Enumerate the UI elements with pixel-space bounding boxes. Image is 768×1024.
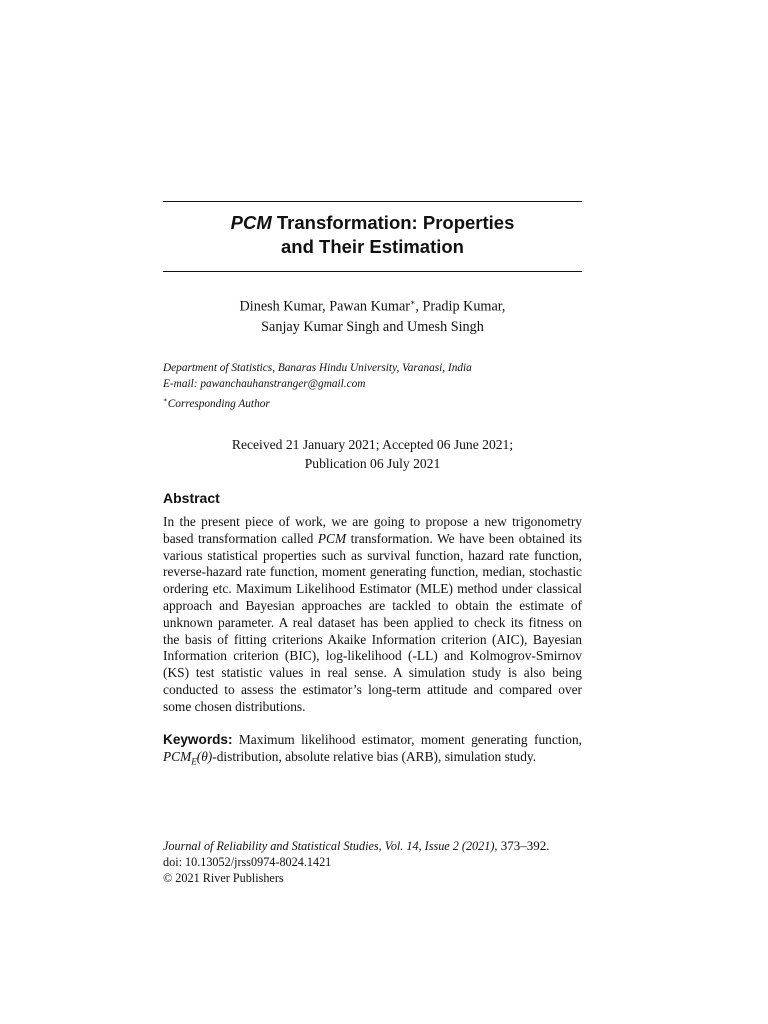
title-bottom-rule bbox=[163, 271, 582, 272]
abstract-line: ordering etc. Maximum Likelihood Estimator (MLE) method under classical bbox=[163, 581, 582, 597]
keywords-block bbox=[163, 731, 582, 771]
abstract-body bbox=[163, 514, 582, 716]
abstract-line-2-a: based transformation called bbox=[163, 530, 318, 546]
abstract-line: Information criterion (BIC), log-likelihood (-LL) and Kolmogrov-Smirnov bbox=[163, 648, 582, 664]
abstract-line: In the present piece of work, we are going to propose a new trigonometry bbox=[163, 514, 582, 529]
authors-line-1-b: , Pradip Kumar, bbox=[415, 298, 506, 315]
page-range: 373–392. bbox=[497, 838, 550, 853]
article-first-page bbox=[163, 0, 582, 1024]
keywords-line-1-text: Maximum likelihood estimator, moment generating function, bbox=[232, 732, 582, 747]
title-top-rule bbox=[163, 201, 582, 202]
publication-dates bbox=[163, 435, 582, 473]
dates-line-1: Received 21 January 2021; Accepted 06 June 2021; bbox=[231, 437, 514, 452]
abstract-line: some chosen distributions. bbox=[163, 698, 306, 714]
theta-arg: (θ) bbox=[196, 749, 213, 764]
paper-title bbox=[163, 211, 582, 259]
authors-line-1-a: Dinesh Kumar, Pawan Kumar bbox=[239, 298, 410, 315]
authors-line-2: Sanjay Kumar Singh and Umesh Singh bbox=[261, 318, 484, 335]
email-text: E-mail: pawanchauhanstranger@gmail.com bbox=[163, 378, 366, 390]
abstract-heading: Abstract bbox=[163, 490, 220, 506]
keywords-line-1 bbox=[163, 731, 582, 748]
keywords-line-2 bbox=[163, 748, 582, 771]
abstract-line: conducted to assess the estimator’s long-term attitude and compared over bbox=[163, 681, 582, 697]
abstract-line-2-b: transformation. We have been obtained its bbox=[346, 530, 582, 546]
corresponding-note-mark: ∗ bbox=[163, 396, 168, 404]
title-emphasis: PCM bbox=[230, 212, 272, 233]
author-list bbox=[163, 293, 582, 337]
citation-footer bbox=[163, 838, 582, 886]
corresponding-author-note bbox=[163, 392, 582, 412]
authors-line-1 bbox=[163, 293, 582, 317]
dates-line-2: Publication 06 July 2021 bbox=[304, 456, 441, 471]
journal-citation bbox=[163, 838, 582, 854]
pcm-subscript: E bbox=[191, 756, 197, 767]
journal-name: Journal of Reliability and Statistical Studies, Vol. 14, Issue 2 (2021), bbox=[163, 839, 498, 853]
corresponding-author-mark: ∗ bbox=[409, 298, 416, 307]
corresponding-note-text: Corresponding Author bbox=[167, 397, 270, 410]
department-text: Department of Statistics, Banaras Hindu University, Varanasi, India bbox=[163, 362, 472, 374]
keywords-label: Keywords: bbox=[163, 732, 233, 747]
abstract-line bbox=[163, 531, 582, 548]
affiliation-block bbox=[163, 360, 582, 412]
copyright-text: © 2021 River Publishers bbox=[163, 871, 284, 885]
abstract-line: reverse-hazard rate function, moment generating function, median, stochastic bbox=[163, 564, 582, 580]
doi-text: doi: 10.13052/jrss0974-8024.1421 bbox=[163, 855, 332, 869]
title-line-2: and Their Estimation bbox=[281, 236, 464, 257]
abstract-pcm-emphasis: PCM bbox=[317, 530, 347, 546]
pcm-symbol: PCM bbox=[163, 749, 192, 764]
abstract-line: (KS) test statistic values in real sense. A simulation study is also being bbox=[163, 665, 582, 681]
title-line-1-rest: Transformation: Properties bbox=[271, 212, 515, 233]
title-line-1 bbox=[163, 211, 582, 235]
abstract-line: the basis of fitting criterions Akaike Information criterion (AIC), Bayesian bbox=[163, 631, 582, 647]
keywords-line-2-text: -distribution, absolute relative bias (ARB), simulation study. bbox=[212, 749, 537, 764]
abstract-line: unknown parameter. A real dataset has been applied to check its fitness on bbox=[163, 614, 582, 630]
abstract-line: approach and Bayesian approaches are tackled to obtain the estimate of bbox=[163, 597, 582, 613]
abstract-line: various statistical properties such as survival function, hazard rate function, bbox=[163, 547, 582, 563]
